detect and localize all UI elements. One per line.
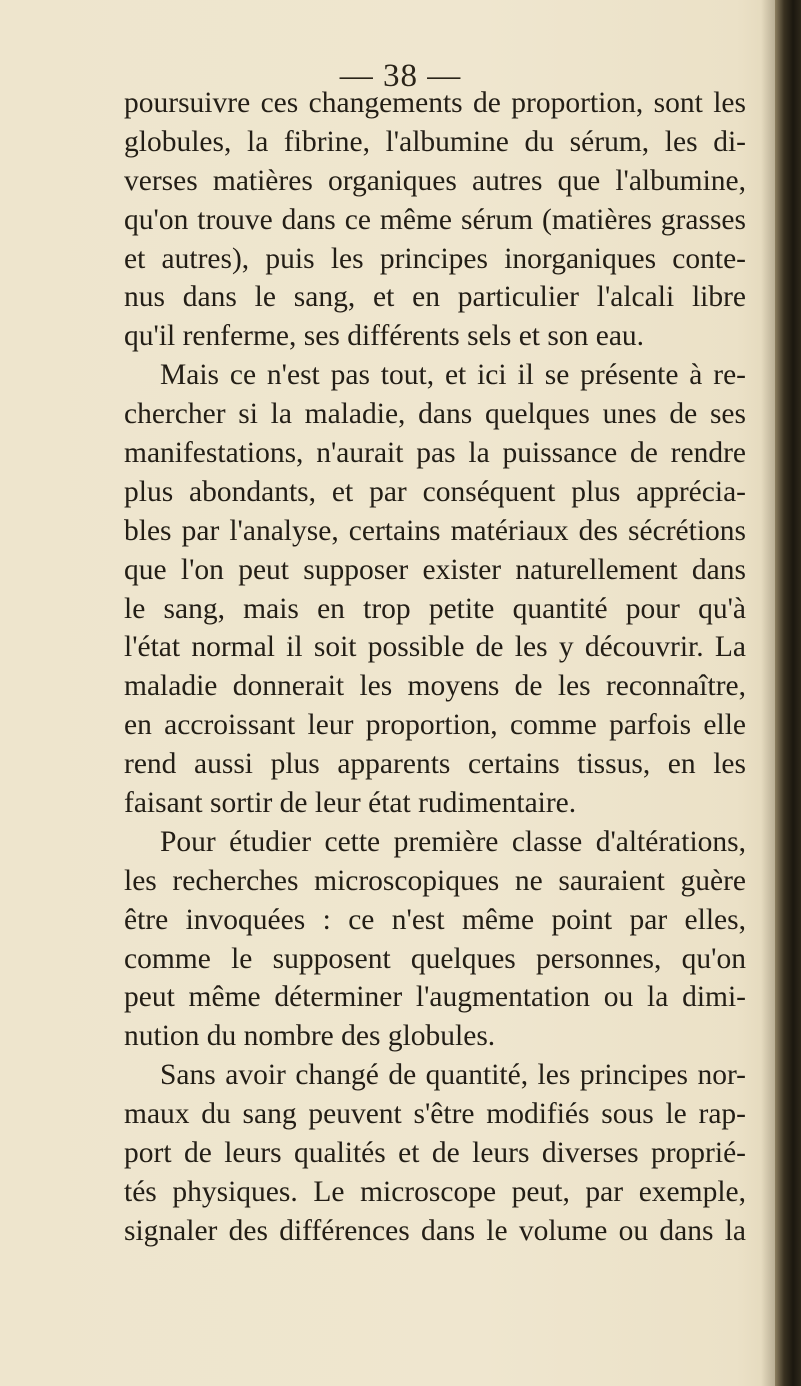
- text-line: Pour étudier cette première classe d'altérations,: [160, 825, 746, 858]
- text-line: chercher si la maladie, dans quelques unes de ses: [124, 398, 746, 431]
- text-line: être invoquées : ce n'est même point par elles,: [124, 903, 746, 936]
- page-edge: [775, 0, 801, 1386]
- text-line: Mais ce n'est pas tout, et ici il se présente à re-: [160, 359, 746, 392]
- text-line: poursuivre ces changements de proportion, sont les: [124, 87, 746, 119]
- text-line: et autres), puis les principes inorganiques conte-: [124, 242, 746, 275]
- text-line: Sans avoir changé de quantité, les principes nor-: [160, 1059, 746, 1092]
- text-line: le sang, mais en trop petite quantité pour qu'à: [124, 592, 746, 625]
- page-number: — 38 —: [339, 58, 462, 94]
- text-line: maux du sang peuvent s'être modifiés sous le rap-: [124, 1098, 746, 1131]
- text-line: nution du nombre des globules.: [124, 1020, 496, 1053]
- text-line: peut même déterminer l'augmentation ou la dimi-: [124, 981, 746, 1014]
- binding-shadow: [761, 0, 775, 1386]
- text-line: globules, la fibrine, l'albumine du sérum, les di-: [124, 125, 746, 158]
- text-line: manifestations, n'aurait pas la puissance de rendre: [124, 437, 746, 470]
- text-line: verses matières organiques autres que l'albumine,: [124, 164, 746, 197]
- text-line: nus dans le sang, et en particulier l'alcali libre: [124, 281, 746, 314]
- text-line: que l'on peut supposer exister naturellement dans: [124, 553, 746, 586]
- text-line: signaler des différences dans le volume ou dans la: [124, 1214, 746, 1247]
- text-line: maladie donnerait les moyens de les reconnaître,: [124, 670, 746, 703]
- text-line: port de leurs qualités et de leurs diverses proprié-: [124, 1137, 746, 1170]
- text-line: plus abondants, et par conséquent plus apprécia-: [124, 475, 746, 508]
- text-line: l'état normal il soit possible de les y découvrir. La: [124, 631, 746, 664]
- text-line: qu'il renferme, ses différents sels et son eau.: [124, 320, 645, 353]
- text-line: comme le supposent quelques personnes, qu'on: [124, 942, 746, 975]
- text-line: en accroissant leur proportion, comme parfois elle: [124, 709, 746, 742]
- body-text: [124, 84, 746, 1251]
- text-line: qu'on trouve dans ce même sérum (matières grasses: [124, 203, 746, 236]
- text-line: les recherches microscopiques ne sauraient guère: [124, 864, 746, 897]
- text-line: tés physiques. Le microscope peut, par exemple,: [124, 1175, 746, 1208]
- text-line: faisant sortir de leur état rudimentaire.: [124, 787, 577, 820]
- text-line: bles par l'analyse, certains matériaux des sécrétions: [124, 514, 746, 547]
- text-line: rend aussi plus apparents certains tissus, en les: [124, 748, 746, 781]
